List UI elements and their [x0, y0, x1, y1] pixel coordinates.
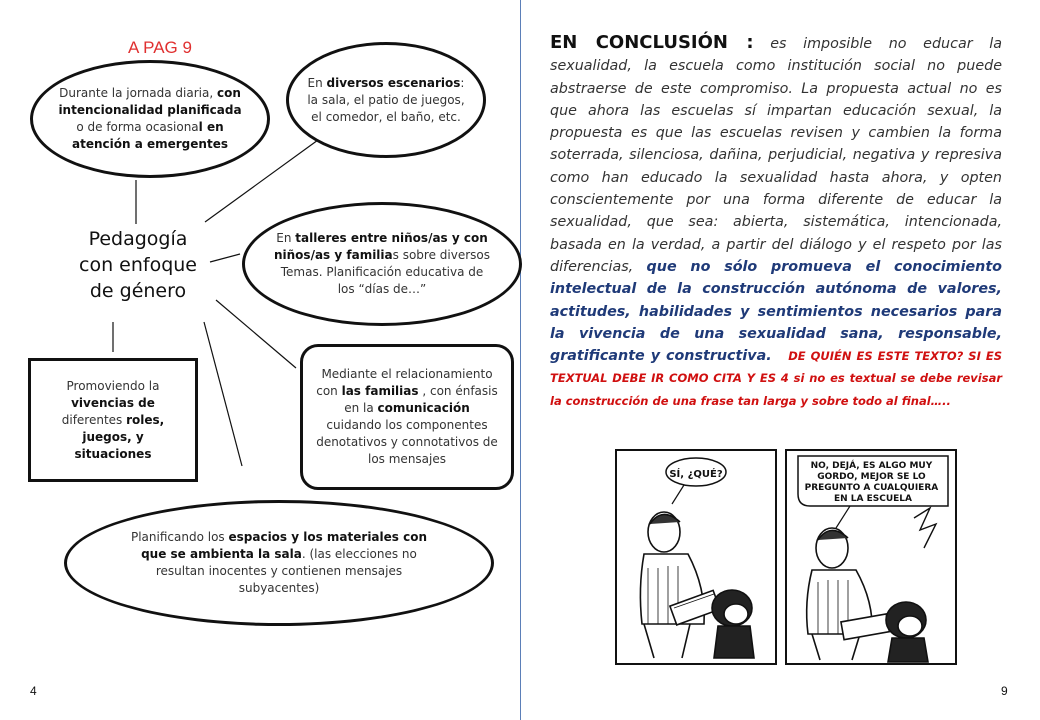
bubble-roles-text: [43, 378, 183, 463]
bubble-espacios-text: [117, 529, 441, 597]
speech-line-1: NO, DEJÁ, ES ALGO MUY: [810, 461, 933, 471]
bubble-espacios: [64, 500, 494, 626]
conclusion-heading: EN CONCLUSIÓN :: [550, 32, 754, 53]
text-run: o de forma ocasiona: [76, 120, 199, 134]
text-run: , con énfasis en la: [344, 384, 498, 415]
speech-line-4: EN LA ESCUELA: [833, 494, 913, 504]
bubble-escenarios: [286, 42, 486, 158]
text-run: Promoviendo la: [66, 378, 160, 393]
text-run: con intencionalidad planificada: [58, 86, 242, 117]
text-run: espacios y los materiales con que se ambienta la sala: [141, 530, 427, 561]
text-run: Durante la jornada diaria,: [59, 86, 217, 100]
text-run: . (las elecciones no resultan inocentes y contienen mensajes subyacentes): [155, 547, 417, 595]
conclusion-paragraph: [550, 32, 1002, 412]
text-run: l en atención a emergentes: [72, 120, 228, 151]
page-divider: [520, 0, 521, 720]
text-run: diversos escenarios: [326, 75, 461, 90]
speech-text-1: SÍ, ¿QUÉ?: [669, 469, 723, 480]
text-run: cuidando los componentes denotativos y connotativos de los mensajes: [316, 418, 498, 466]
bubble-familias-text: [315, 366, 499, 468]
central-concept-line-2: con enfoque: [79, 254, 197, 276]
bubble-escenarios-text: [307, 75, 465, 126]
text-run: Planificando los: [130, 530, 229, 544]
bubble-jornada-text: [53, 85, 247, 153]
text-run: s sobre diversos Temas. Planificación educativa de los “días de…”: [280, 248, 490, 296]
page-number-right: 9: [1001, 684, 1008, 698]
review-comment: DE QUIÉN ES ESTE TEXTO? SI ES TEXTUAL DEBE IR COMO CITA Y ES 4 si no es textual se debe revisar la construcción de una frase tan larga y sobre todo al final…..: [550, 349, 1002, 408]
central-concept-line-1: Pedagogía: [88, 228, 188, 250]
text-run: En: [276, 231, 296, 245]
text-run: Mediante el relacionamiento con: [316, 367, 493, 398]
page-number-left: 4: [30, 684, 37, 698]
bubble-jornada: [30, 60, 270, 178]
bubble-talleres: [242, 202, 522, 326]
review-note: A PAG 9: [128, 38, 192, 57]
text-run: roles, juegos, y situaciones: [74, 412, 165, 461]
bubble-talleres-text: [271, 230, 493, 298]
text-run: talleres entre niños/as y con niños/as y familia: [273, 231, 488, 262]
conclusion-body: es imposible no educar la sexualidad, la escuela como institución social no puede abstraerse de este compromiso. La propuesta actual no es que ahora las escuelas sí impartan educación sexual, la propuesta es que las escuelas revisen y cambien la forma soterrada, silenciosa, dañina, perjudicial, negativa y represiva como han educado la sexualidad hasta ahora, y opten conscientemente por una forma diferente de educar la sexualidad, que sea: abierta, sistemática, intencionada, basada en la verdad, a partir del diálogo y el respeto por las diferencias,: [550, 36, 1002, 275]
central-concept-line-3: de género: [89, 280, 187, 302]
text-run: En: [307, 75, 327, 90]
central-concept: [58, 226, 218, 304]
comic-strip: [614, 448, 960, 668]
bubble-familias: [300, 344, 514, 490]
text-run: : la sala, el patio de juegos, el comedor, el baño, etc.: [307, 75, 465, 124]
speech-line-2: GORDO, MEJOR SE LO: [817, 472, 926, 482]
speech-line-3: PREGUNTO A CUALQUIERA: [804, 483, 939, 493]
text-run: vivencias de: [71, 395, 155, 410]
text-run: diferentes: [61, 412, 127, 427]
text-run: comunicación: [377, 401, 470, 415]
bubble-roles: [28, 358, 198, 482]
child-figure-2: [886, 602, 928, 662]
text-run: las familias: [341, 384, 419, 398]
conclusion-highlight: que no sólo promueva el conocimiento intelectual de la construcción autónoma de valores, actitudes, habilidades y sentimientos necesarios para la vivencia de una sexualidad sana, responsable, gratificante y constructiva.: [550, 258, 1002, 365]
